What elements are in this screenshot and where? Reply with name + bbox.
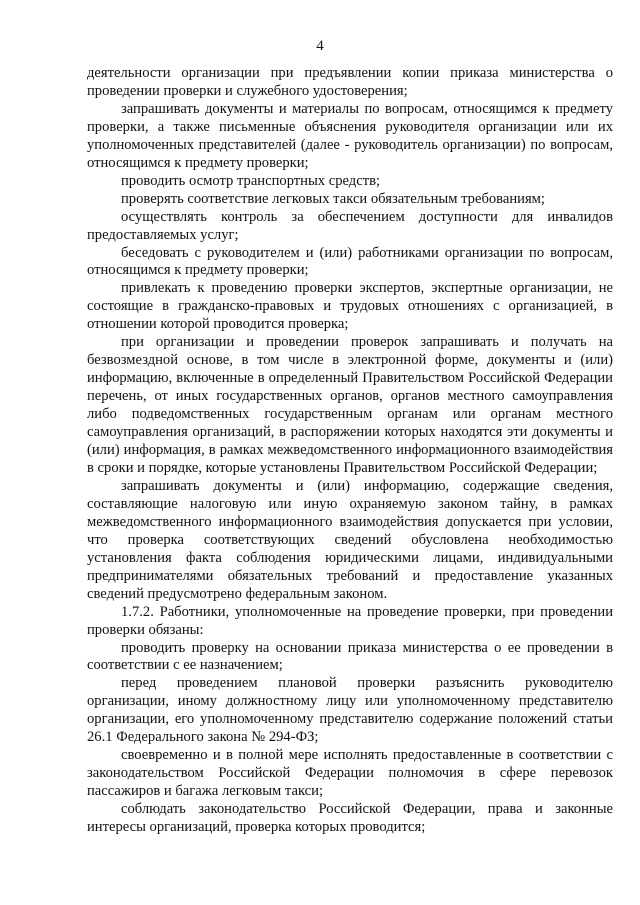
paragraph-interagency-request: при организации и проведении проверок запрашивать и получать на безвозмездной основе, в том числе в электронной форме, документы и (или) информацию, включенные в определенный Правительством Российской Федерации перечень, от иных государственных органов, органов местного самоуправления либо подведомственных государственным органам или органам местного самоуправления организаций, в распоряжении которых находятся эти документы и (или) информация, в рамках межведомственного информационного взаимодействия в сроки и порядке, которые установлены Правительством Российской Федерации; <box>87 334 613 476</box>
paragraph-interview: беседовать с руководителем и (или) работниками организации по вопросам, относящимся к предмету проверки; <box>87 244 613 279</box>
section-heading-1-7-2: 1.7.2. Работники, уполномоченные на проведение проверки, при проведении проверки обязаны: <box>87 603 613 638</box>
paragraph-request-documents: запрашивать документы и материалы по вопросам, относящимся к предмету проверки, а также письменные объяснения руководителя организации или их уполномоченных представителей (далее - руководитель организации) по вопросам, относящимся к предмету проверки; <box>87 100 613 171</box>
paragraph-accessibility-control: осуществлять контроль за обеспечением доступности для инвалидов предоставляемых услуг; <box>87 208 613 243</box>
paragraph-conduct-by-order: проводить проверку на основании приказа министерства о ее проведении в соответствии с ее назначением; <box>87 639 613 674</box>
document-body <box>87 65 613 837</box>
paragraph-confidential-info: запрашивать документы и (или) информацию, содержащие сведения, составляющие налоговую или иную охраняемую законом тайну, в рамках межведомственного информационного взаимодействия допускается при условии, что проверка соответствующих сведений обусловлена необходимостью установления факта соблюдения юридическими лицами, индивидуальными предпринимателями обязательных требований и предоставление указанных сведений предусмотрено федеральным законом. <box>87 477 613 602</box>
page-number: 4 <box>316 38 324 54</box>
paragraph-exercise-powers: своевременно и в полной мере исполнять предоставленные в соответствии с законодательством Российской Федерации полномочия в сфере перевозок пассажиров и багажа легковым такси; <box>87 747 613 800</box>
paragraph-explain-provisions: перед проведением плановой проверки разъяснить руководителю организации, иному должностному лицу или уполномоченному представителю организации, его уполномоченному представителю содержание положений статьи 26.1 Федерального закона № 294-ФЗ; <box>87 675 613 746</box>
paragraph-observe-legislation: соблюдать законодательство Российской Федерации, права и законные интересы организаций, проверка которых проводится; <box>87 801 613 836</box>
paragraph-vehicle-inspection: проводить осмотр транспортных средств; <box>121 172 381 189</box>
paragraph-continuation: деятельности организации при предъявлении копии приказа министерства о проведении проверки и служебного удостоверения; <box>87 65 613 99</box>
paragraph-taxi-compliance: проверять соответствие легковых такси обязательным требованиям; <box>121 190 545 207</box>
paragraph-experts: привлекать к проведению проверки экспертов, экспертные организации, не состоящие в гражданско-правовых и трудовых отношениях с организацией, в отношении которой проводится проверка; <box>87 280 613 333</box>
